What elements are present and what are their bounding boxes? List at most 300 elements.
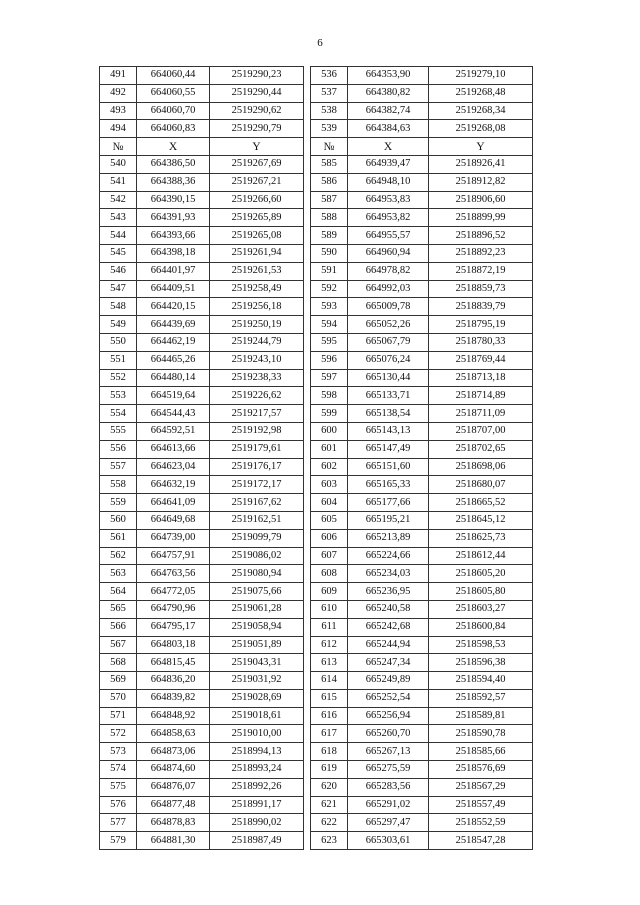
right-y-cell: 2518603,27 — [429, 600, 533, 618]
right-num-cell: 602 — [311, 458, 348, 476]
table-row — [100, 494, 533, 512]
right-x-cell: 665303,61 — [348, 832, 429, 850]
right-y-cell: 2518707,00 — [429, 422, 533, 440]
right-x-cell: 665275,59 — [348, 761, 429, 779]
left-num-cell: 557 — [100, 458, 137, 476]
column-gap — [304, 173, 311, 191]
right-num-cell: 593 — [311, 298, 348, 316]
table-row — [100, 227, 533, 245]
left-y-cell: 2519290,62 — [210, 102, 304, 120]
table-row — [100, 405, 533, 423]
right-y-cell: 2518552,59 — [429, 814, 533, 832]
left-num-cell: 556 — [100, 440, 137, 458]
column-gap — [304, 636, 311, 654]
right-x-cell: 665240,58 — [348, 600, 429, 618]
left-num-cell: 550 — [100, 333, 137, 351]
left-num-cell: 552 — [100, 369, 137, 387]
table-row — [100, 84, 533, 102]
left-x-cell: 664393,66 — [137, 227, 210, 245]
right-y-cell: 2519268,34 — [429, 102, 533, 120]
right-num-cell: 596 — [311, 351, 348, 369]
table-row — [100, 636, 533, 654]
table-body — [100, 67, 533, 850]
right-y-cell: 2518645,12 — [429, 511, 533, 529]
right-y-cell: 2518612,44 — [429, 547, 533, 565]
table-row — [100, 689, 533, 707]
column-gap — [304, 529, 311, 547]
right-x-cell: 665213,89 — [348, 529, 429, 547]
left-x-cell: 664409,51 — [137, 280, 210, 298]
left-y-cell: 2519179,61 — [210, 440, 304, 458]
table-row — [100, 209, 533, 227]
table-row — [100, 422, 533, 440]
right-y-cell: 2518839,79 — [429, 298, 533, 316]
left-x-cell: 664420,15 — [137, 298, 210, 316]
column-gap — [304, 743, 311, 761]
right-x-cell: 665177,66 — [348, 494, 429, 512]
right-x-cell: 664380,82 — [348, 84, 429, 102]
right-num-cell: 587 — [311, 191, 348, 209]
left-num-cell: 540 — [100, 155, 137, 173]
right-num-cell: 611 — [311, 618, 348, 636]
left-num-cell: 542 — [100, 191, 137, 209]
left-x-cell: 664836,20 — [137, 672, 210, 690]
right-num-cell: 606 — [311, 529, 348, 547]
right-num-cell: 608 — [311, 565, 348, 583]
left-y-cell: 2519290,23 — [210, 67, 304, 85]
left-x-cell: 664649,68 — [137, 511, 210, 529]
left-x-cell: 664390,15 — [137, 191, 210, 209]
right-num-cell: 621 — [311, 796, 348, 814]
right-x-cell: 664992,03 — [348, 280, 429, 298]
right-num-cell: 613 — [311, 654, 348, 672]
right-num-cell: 536 — [311, 67, 348, 85]
table-row — [100, 316, 533, 334]
header-x-cell: X — [348, 138, 429, 156]
right-y-cell: 2519279,10 — [429, 67, 533, 85]
table-row — [100, 707, 533, 725]
left-num-cell: 551 — [100, 351, 137, 369]
column-gap — [304, 689, 311, 707]
right-num-cell: 619 — [311, 761, 348, 779]
table-row — [100, 547, 533, 565]
left-num-cell: 559 — [100, 494, 137, 512]
left-num-cell: 560 — [100, 511, 137, 529]
right-x-cell: 664384,63 — [348, 120, 429, 138]
left-num-cell: 558 — [100, 476, 137, 494]
right-x-cell: 664953,82 — [348, 209, 429, 227]
right-num-cell: 604 — [311, 494, 348, 512]
right-y-cell: 2518698,06 — [429, 458, 533, 476]
table-row — [100, 440, 533, 458]
right-y-cell: 2518585,66 — [429, 743, 533, 761]
table-row — [100, 476, 533, 494]
column-gap — [304, 84, 311, 102]
right-num-cell: 592 — [311, 280, 348, 298]
table-row — [100, 529, 533, 547]
column-gap — [304, 761, 311, 779]
right-y-cell: 2518665,52 — [429, 494, 533, 512]
table-row — [100, 333, 533, 351]
left-num-cell: 575 — [100, 778, 137, 796]
left-x-cell: 664858,63 — [137, 725, 210, 743]
left-x-cell: 664763,56 — [137, 565, 210, 583]
table-row — [100, 761, 533, 779]
right-num-cell: 610 — [311, 600, 348, 618]
right-x-cell: 664382,74 — [348, 102, 429, 120]
right-x-cell: 665133,71 — [348, 387, 429, 405]
left-y-cell: 2519238,33 — [210, 369, 304, 387]
table-row — [100, 155, 533, 173]
left-x-cell: 664391,93 — [137, 209, 210, 227]
left-y-cell: 2519290,79 — [210, 120, 304, 138]
left-num-cell: 543 — [100, 209, 137, 227]
left-num-cell: 564 — [100, 583, 137, 601]
column-gap — [304, 227, 311, 245]
left-x-cell: 664060,70 — [137, 102, 210, 120]
left-num-cell: 572 — [100, 725, 137, 743]
right-num-cell: 597 — [311, 369, 348, 387]
right-num-cell: 620 — [311, 778, 348, 796]
column-gap — [304, 458, 311, 476]
right-y-cell: 2518795,19 — [429, 316, 533, 334]
right-num-cell: 601 — [311, 440, 348, 458]
right-num-cell: 605 — [311, 511, 348, 529]
left-y-cell: 2519250,19 — [210, 316, 304, 334]
left-x-cell: 664874,60 — [137, 761, 210, 779]
left-y-cell: 2519226,62 — [210, 387, 304, 405]
column-gap — [304, 316, 311, 334]
right-num-cell: 595 — [311, 333, 348, 351]
column-gap — [304, 814, 311, 832]
right-num-cell: 617 — [311, 725, 348, 743]
right-y-cell: 2518859,73 — [429, 280, 533, 298]
left-num-cell: 541 — [100, 173, 137, 191]
left-num-cell: 576 — [100, 796, 137, 814]
left-x-cell: 664060,44 — [137, 67, 210, 85]
left-y-cell: 2519217,57 — [210, 405, 304, 423]
right-num-cell: 539 — [311, 120, 348, 138]
coordinates-table — [99, 66, 533, 850]
right-y-cell: 2518769,44 — [429, 351, 533, 369]
left-num-cell: 573 — [100, 743, 137, 761]
right-x-cell: 665067,79 — [348, 333, 429, 351]
left-x-cell: 664623,04 — [137, 458, 210, 476]
column-gap — [304, 600, 311, 618]
right-num-cell: 603 — [311, 476, 348, 494]
left-num-cell: 565 — [100, 600, 137, 618]
table-row — [100, 600, 533, 618]
right-y-cell: 2518592,57 — [429, 689, 533, 707]
right-num-cell: 538 — [311, 102, 348, 120]
column-gap — [304, 120, 311, 138]
column-gap — [304, 494, 311, 512]
left-num-cell: 562 — [100, 547, 137, 565]
right-y-cell: 2518576,69 — [429, 761, 533, 779]
left-x-cell: 664876,07 — [137, 778, 210, 796]
left-y-cell: 2519256,18 — [210, 298, 304, 316]
left-x-cell: 664519,64 — [137, 387, 210, 405]
right-x-cell: 665242,68 — [348, 618, 429, 636]
left-y-cell: 2519258,49 — [210, 280, 304, 298]
right-x-cell: 664955,57 — [348, 227, 429, 245]
right-x-cell: 665247,34 — [348, 654, 429, 672]
left-num-cell: 545 — [100, 244, 137, 262]
column-gap — [304, 369, 311, 387]
left-x-cell: 664386,50 — [137, 155, 210, 173]
right-num-cell: 622 — [311, 814, 348, 832]
table-row — [100, 583, 533, 601]
left-y-cell: 2519192,98 — [210, 422, 304, 440]
column-gap — [304, 476, 311, 494]
right-y-cell: 2518605,80 — [429, 583, 533, 601]
right-num-cell: 590 — [311, 244, 348, 262]
left-x-cell: 664388,36 — [137, 173, 210, 191]
left-x-cell: 664613,66 — [137, 440, 210, 458]
right-x-cell: 665234,03 — [348, 565, 429, 583]
right-num-cell: 585 — [311, 155, 348, 173]
left-x-cell: 664462,19 — [137, 333, 210, 351]
left-x-cell: 664739,00 — [137, 529, 210, 547]
left-num-cell: 546 — [100, 262, 137, 280]
header-y-cell: Y — [429, 138, 533, 156]
column-gap — [304, 618, 311, 636]
header-y-cell: Y — [210, 138, 304, 156]
left-y-cell: 2519028,69 — [210, 689, 304, 707]
table-row — [100, 369, 533, 387]
right-y-cell: 2518896,52 — [429, 227, 533, 245]
left-y-cell: 2519244,79 — [210, 333, 304, 351]
right-y-cell: 2518598,53 — [429, 636, 533, 654]
left-x-cell: 664790,96 — [137, 600, 210, 618]
left-num-cell: 566 — [100, 618, 137, 636]
left-y-cell: 2519043,31 — [210, 654, 304, 672]
right-y-cell: 2519268,48 — [429, 84, 533, 102]
right-y-cell: 2518713,18 — [429, 369, 533, 387]
column-gap — [304, 796, 311, 814]
right-x-cell: 664978,82 — [348, 262, 429, 280]
left-y-cell: 2519176,17 — [210, 458, 304, 476]
left-num-cell: 553 — [100, 387, 137, 405]
left-num-cell: 571 — [100, 707, 137, 725]
right-x-cell: 664960,94 — [348, 244, 429, 262]
right-x-cell: 665151,60 — [348, 458, 429, 476]
table-row — [100, 173, 533, 191]
left-num-cell: 554 — [100, 405, 137, 423]
left-y-cell: 2519267,69 — [210, 155, 304, 173]
left-y-cell: 2519162,51 — [210, 511, 304, 529]
table-row — [100, 778, 533, 796]
right-num-cell: 609 — [311, 583, 348, 601]
left-num-cell: 494 — [100, 120, 137, 138]
left-x-cell: 664544,43 — [137, 405, 210, 423]
right-x-cell: 665244,94 — [348, 636, 429, 654]
column-gap — [304, 707, 311, 725]
right-num-cell: 600 — [311, 422, 348, 440]
column-gap — [304, 155, 311, 173]
left-x-cell: 664815,45 — [137, 654, 210, 672]
right-x-cell: 665009,78 — [348, 298, 429, 316]
left-y-cell: 2519167,62 — [210, 494, 304, 512]
column-gap — [304, 298, 311, 316]
left-y-cell: 2519051,89 — [210, 636, 304, 654]
table-row — [100, 832, 533, 850]
left-x-cell: 664772,05 — [137, 583, 210, 601]
left-y-cell: 2519061,28 — [210, 600, 304, 618]
table-row — [100, 796, 533, 814]
right-num-cell: 614 — [311, 672, 348, 690]
right-x-cell: 665260,70 — [348, 725, 429, 743]
right-num-cell: 598 — [311, 387, 348, 405]
table-row — [100, 511, 533, 529]
right-y-cell: 2519268,08 — [429, 120, 533, 138]
right-y-cell: 2518594,40 — [429, 672, 533, 690]
right-x-cell: 665143,13 — [348, 422, 429, 440]
left-y-cell: 2519267,21 — [210, 173, 304, 191]
right-x-cell: 665130,44 — [348, 369, 429, 387]
right-y-cell: 2518872,19 — [429, 262, 533, 280]
left-num-cell: 492 — [100, 84, 137, 102]
left-y-cell: 2519266,60 — [210, 191, 304, 209]
right-y-cell: 2518702,65 — [429, 440, 533, 458]
right-y-cell: 2518711,09 — [429, 405, 533, 423]
right-x-cell: 665052,26 — [348, 316, 429, 334]
right-num-cell: 623 — [311, 832, 348, 850]
table-row — [100, 298, 533, 316]
column-gap — [304, 67, 311, 85]
right-x-cell: 664953,83 — [348, 191, 429, 209]
left-y-cell: 2518987,49 — [210, 832, 304, 850]
left-x-cell: 664848,92 — [137, 707, 210, 725]
left-x-cell: 664839,82 — [137, 689, 210, 707]
column-gap — [304, 672, 311, 690]
left-y-cell: 2519290,44 — [210, 84, 304, 102]
right-x-cell: 665236,95 — [348, 583, 429, 601]
left-num-cell: 555 — [100, 422, 137, 440]
right-y-cell: 2518605,20 — [429, 565, 533, 583]
header-x-cell: X — [137, 138, 210, 156]
left-y-cell: 2519080,94 — [210, 565, 304, 583]
left-num-cell: 570 — [100, 689, 137, 707]
column-gap — [304, 244, 311, 262]
table-row — [100, 120, 533, 138]
left-y-cell: 2519058,94 — [210, 618, 304, 636]
left-y-cell: 2518990,02 — [210, 814, 304, 832]
left-num-cell: 579 — [100, 832, 137, 850]
left-x-cell: 664878,83 — [137, 814, 210, 832]
right-num-cell: 599 — [311, 405, 348, 423]
right-y-cell: 2518590,78 — [429, 725, 533, 743]
left-y-cell: 2519265,89 — [210, 209, 304, 227]
table-row — [100, 654, 533, 672]
right-y-cell: 2518625,73 — [429, 529, 533, 547]
column-gap — [304, 654, 311, 672]
table-header-row — [100, 138, 533, 156]
right-y-cell: 2518547,28 — [429, 832, 533, 850]
right-y-cell: 2518557,49 — [429, 796, 533, 814]
column-gap — [304, 832, 311, 850]
right-y-cell: 2518600,84 — [429, 618, 533, 636]
column-gap — [304, 351, 311, 369]
left-num-cell: 567 — [100, 636, 137, 654]
column-gap — [304, 778, 311, 796]
right-num-cell: 615 — [311, 689, 348, 707]
column-gap — [304, 387, 311, 405]
table-row — [100, 618, 533, 636]
left-x-cell: 664592,51 — [137, 422, 210, 440]
table-row — [100, 565, 533, 583]
left-x-cell: 664632,19 — [137, 476, 210, 494]
right-y-cell: 2518899,99 — [429, 209, 533, 227]
left-x-cell: 664439,69 — [137, 316, 210, 334]
left-num-cell: 493 — [100, 102, 137, 120]
right-x-cell: 664939,47 — [348, 155, 429, 173]
right-num-cell: 618 — [311, 743, 348, 761]
column-gap — [304, 333, 311, 351]
header-num-cell: № — [100, 138, 137, 156]
column-gap — [304, 209, 311, 227]
column-gap — [304, 191, 311, 209]
left-x-cell: 664803,18 — [137, 636, 210, 654]
right-x-cell: 665283,56 — [348, 778, 429, 796]
table-row — [100, 458, 533, 476]
table-row — [100, 814, 533, 832]
right-y-cell: 2518680,07 — [429, 476, 533, 494]
left-y-cell: 2519265,08 — [210, 227, 304, 245]
left-x-cell: 664877,48 — [137, 796, 210, 814]
left-x-cell: 664757,91 — [137, 547, 210, 565]
left-x-cell: 664465,26 — [137, 351, 210, 369]
left-num-cell: 574 — [100, 761, 137, 779]
left-num-cell: 547 — [100, 280, 137, 298]
right-y-cell: 2518714,89 — [429, 387, 533, 405]
table-row — [100, 743, 533, 761]
left-x-cell: 664873,06 — [137, 743, 210, 761]
right-x-cell: 665297,47 — [348, 814, 429, 832]
left-y-cell: 2519099,79 — [210, 529, 304, 547]
column-gap — [304, 262, 311, 280]
table-row — [100, 244, 533, 262]
table-row — [100, 725, 533, 743]
right-x-cell: 665256,94 — [348, 707, 429, 725]
right-num-cell: 612 — [311, 636, 348, 654]
left-num-cell: 568 — [100, 654, 137, 672]
column-gap — [304, 280, 311, 298]
left-y-cell: 2519261,94 — [210, 244, 304, 262]
right-x-cell: 664353,90 — [348, 67, 429, 85]
left-x-cell: 664398,18 — [137, 244, 210, 262]
right-num-cell: 586 — [311, 173, 348, 191]
left-x-cell: 664480,14 — [137, 369, 210, 387]
left-x-cell: 664060,55 — [137, 84, 210, 102]
table-row — [100, 280, 533, 298]
left-y-cell: 2519172,17 — [210, 476, 304, 494]
left-y-cell: 2519075,66 — [210, 583, 304, 601]
column-gap — [304, 440, 311, 458]
left-num-cell: 563 — [100, 565, 137, 583]
column-gap — [304, 422, 311, 440]
left-y-cell: 2519010,00 — [210, 725, 304, 743]
right-x-cell: 665138,54 — [348, 405, 429, 423]
right-y-cell: 2518926,41 — [429, 155, 533, 173]
column-gap — [304, 565, 311, 583]
column-gap — [304, 511, 311, 529]
right-y-cell: 2518892,23 — [429, 244, 533, 262]
column-gap — [304, 102, 311, 120]
left-x-cell: 664401,97 — [137, 262, 210, 280]
right-num-cell: 588 — [311, 209, 348, 227]
page-number: 6 — [317, 37, 323, 49]
